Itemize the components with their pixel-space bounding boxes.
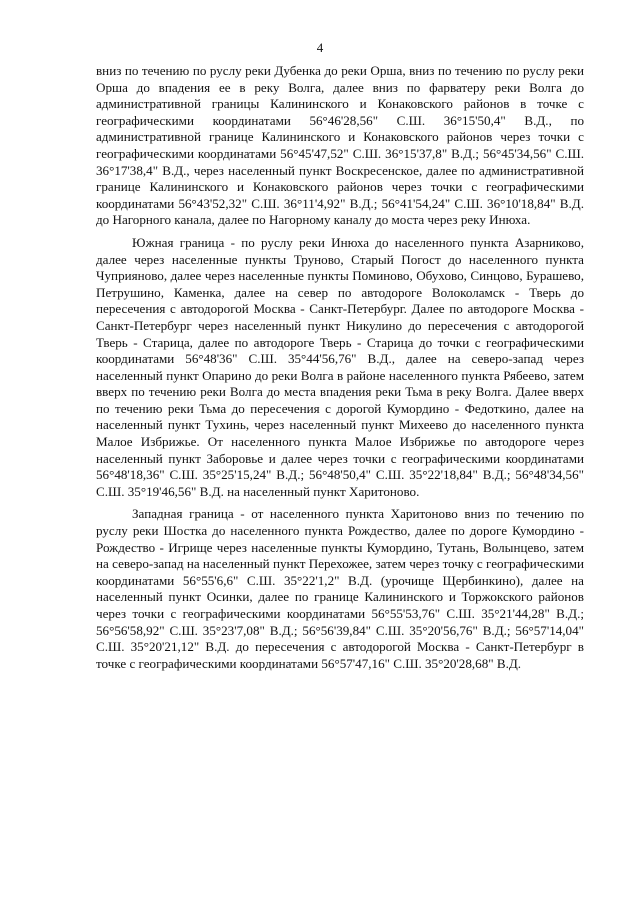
page-number: 4 [316, 40, 324, 55]
paragraph-north-boundary-continuation: вниз по течению по руслу реки Дубенка до реки Орша, вниз по течению по руслу реки Орша до впадения ее в реку Волга, далее вниз по фарватеру реки Волга до административной границы Калининского и Конаковского районов в точке с географическими координатами 56°46'28,56" С.Ш. 36°15'50,4" В.Д., по административной границе Калининского и Конаковского районов через точки с географическими координатами 56°45'47,52" С.Ш. 36°15'37,8" В.Д.; 56°45'34,56" С.Ш. 36°17'38,4" В.Д., через населенный пункт Воскресенское, далее по административной границе Калининского и Конаковского районов через точки с географическими координатами 56°43'52,32" С.Ш. 36°11'4,92" В.Д.; 56°41'54,24" С.Ш. 36°10'18,84" В.Д. до Нагорного канала, далее по Нагорному каналу до моста через реку Инюха. [96, 63, 584, 228]
document-body [96, 63, 584, 672]
paragraph-south-boundary: Южная граница - по руслу реки Инюха до населенного пункта Азарниково, далее через населенные пункты Труново, Старый Погост до населенного пункта Чуприяново, далее через населенные пункты Поминово, Обухово, Синцово, Бурашево, Петрушино, Каменка, далее на север по автодороге Волоколамск - Тверь до пересечения с автодорогой Москва - Санкт-Петербург. Далее по автодороге Москва - Санкт-Петербург через населенный пункт Никулино до пересечения с автодорогой Тверь - Старица, далее по автодороге Тверь - Старица до точки с географическими координатами 56°48'36" С.Ш. 35°44'56,76" В.Д., далее на северо-запад через населенный пункт Опарино до реки Волга в районе населенного пункта Рябеево, затем вверх по течению реки Волга до места впадения реки Тьма в реку Волга. Далее вверх по течению реки Тьма до пересечения с дорогой Кумордино - Федоткино, далее на населенный пункт Тухинь, через населенный пункт Михеево до населенного пункта Малое Избрижье. От населенного пункта Малое Избрижье по автодороге через населенный пункт Заборовье и далее через точки с географическими координатами 56°48'18,36" С.Ш. 35°25'15,24" В.Д.; 56°48'50,4" С.Ш. 35°22'18,84" В.Д.; 56°48'34,56" С.Ш. 35°19'46,56" В.Д. на населенный пункт Харитоново. [96, 234, 584, 499]
paragraph-west-boundary: Западная граница - от населенного пункта Харитоново вниз по течению по руслу реки Шостка до населенного пункта Рождество, далее по дороге Кумордино - Рождество - Игрище через населенные пункты Кумордино, Тутань, Волынцево, затем на северо-запад на населенный пункт Перехожее, затем через точку с географическими координатами 56°55'6,6" С.Ш. 35°22'1,2" В.Д. (урочище Щербинкино), далее на населенный пункт Осинки, далее по границе Калининского и Торжокского районов через точки с географическими координатами 56°55'53,76" С.Ш. 35°21'44,28" В.Д.; 56°56'58,92" С.Ш. 35°23'7,08" В.Д.; 56°56'39,84" С.Ш. 35°20'56,76" В.Д.; 56°57'14,04" С.Ш. 35°20'21,12" В.Д. до пересечения с автодорогой Москва - Санкт-Петербург в точке с географическими координатами 56°57'47,16" С.Ш. 35°20'28,68" В.Д. [96, 506, 584, 671]
